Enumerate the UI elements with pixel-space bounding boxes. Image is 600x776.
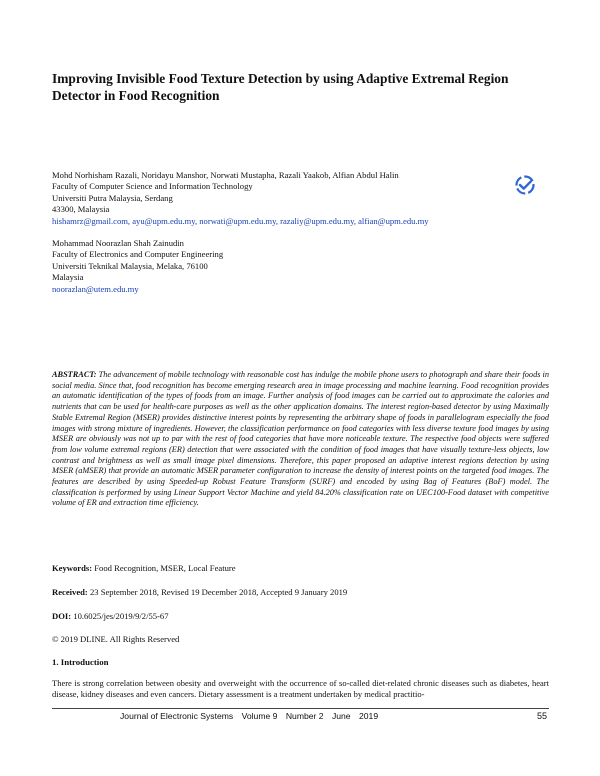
author-names: Mohd Norhisham Razali, Noridayu Manshor, Norwati Mustapha, Razali Yaakob, Alfian Abdul Halin bbox=[52, 170, 399, 180]
keywords-label: Keywords: bbox=[52, 563, 93, 573]
copyright: © 2019 DLINE. All Rights Reserved bbox=[52, 634, 180, 644]
page-number: 55 bbox=[537, 711, 548, 721]
abstract-text: The advancement of mobile technology with reasonable cost has indulge the mobile phone users to photograph and share their foods in social media. Since that, food recognition has become emerging research area in image processing and machine learning. Food recognition provides an automatic identification of the types of foods from an image. Further analysis of food images can be carried out to approximate the calories and nutrients that can be used for health-care purposes as well as the other application domains. The interest region-based detector by using Maximally Stable Extremal Region (MSER) provides distinctive interest points by representing the arbitrary shape of foods in parallelogram especially the food images with strong mixture of ingredients. However, the classification performance on food categories with less diverse texture food images by using MSER are obviously was not up to par with the rest of food categories that have more noticeable texture. The respective food objects were suffered from low volume extremal regions (ER) detection that were associated with the condition of food images that have visually texture-less objects, low contrast and brightness as well as small image pixel dimensions. Therefore, this paper proposed an adaptive interest regions detection by using MSER (aMSER) that provide an automatic MSER parameter configuration to increase the density of interest points on the targeted food images. The features are described by using Speeded-up Robust Feature Transform (SURF) and encoded by using Bag of Features (BoF) model. The classification is performed by using Linear Support Vector Machine and yield 84.20% classification rate on UEC100-Food dataset with competitive volume of ER and extraction time efficiency. bbox=[52, 370, 549, 508]
doi-label: DOI: bbox=[52, 611, 72, 621]
affiliation-line: Universiti Teknikal Malaysia, Melaka, 76100 bbox=[52, 260, 208, 271]
author-block-1 bbox=[52, 170, 472, 227]
keywords-text: Food Recognition, MSER, Local Feature bbox=[94, 563, 236, 573]
journal-year: 2019 bbox=[358, 711, 379, 721]
journal-number: Number 2 bbox=[285, 711, 324, 721]
author-email[interactable]: noorazlan@utem.edu.my bbox=[52, 283, 139, 294]
author-name: Mohammad Noorazlan Shah Zainudin bbox=[52, 238, 184, 248]
crossref-check-icon[interactable] bbox=[514, 174, 536, 196]
affiliation-line: 43300, Malaysia bbox=[52, 204, 110, 215]
abstract-label: ABSTRACT: bbox=[52, 370, 97, 379]
journal-footer bbox=[120, 711, 384, 721]
section-heading: 1. Introduction bbox=[52, 657, 109, 667]
footer-divider bbox=[52, 708, 549, 709]
affiliation-line: Malaysia bbox=[52, 272, 84, 283]
doi bbox=[52, 611, 549, 622]
paper-title: Improving Invisible Food Texture Detection by using Adaptive Extremal Region Detector in Food Recognition bbox=[52, 71, 509, 103]
author-block-2 bbox=[52, 238, 472, 295]
affiliation-line: Faculty of Computer Science and Information Technology bbox=[52, 181, 253, 192]
abstract bbox=[52, 370, 549, 509]
received-label: Received: bbox=[52, 587, 88, 597]
received-text: 23 September 2018, Revised 19 December 2018, Accepted 9 January 2019 bbox=[89, 587, 348, 597]
intro-paragraph: There is strong correlation between obesity and overweight with the occurrence of so-called diet-related chronic diseases such as diabetes, heart disease, kidney diseases and even cancers. Dietary assessment is a treatment undertaken by medical practitio- bbox=[52, 678, 549, 700]
journal-month: June bbox=[331, 711, 351, 721]
affiliation-line: Faculty of Electronics and Computer Engineering bbox=[52, 249, 224, 260]
journal-volume: Volume 9 bbox=[241, 711, 278, 721]
doi-text[interactable]: 10.6025/jes/2019/9/2/55-67 bbox=[73, 611, 169, 621]
received-dates bbox=[52, 587, 549, 598]
keywords bbox=[52, 563, 549, 574]
journal-name: Journal of Electronic Systems bbox=[120, 711, 234, 721]
affiliation-line: Universiti Putra Malaysia, Serdang bbox=[52, 192, 173, 203]
author-emails[interactable]: hishamrz@gmail.com, ayu@upm.edu.my, norwati@upm.edu.my, razaliy@upm.edu.my, alfian@upm.edu.my bbox=[52, 215, 429, 226]
